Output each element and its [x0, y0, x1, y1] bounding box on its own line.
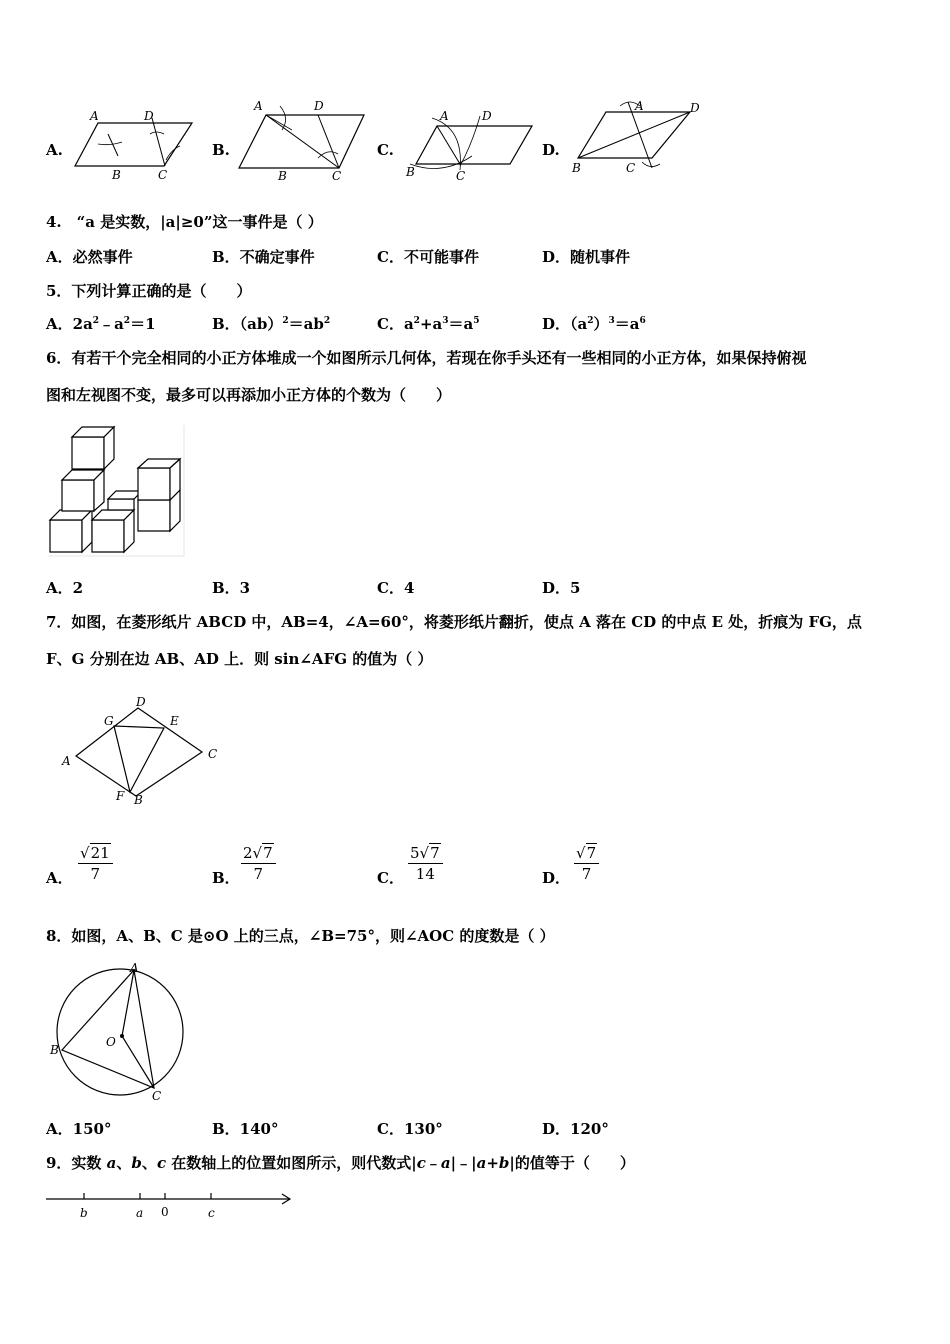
q9-axis-label-c: c — [208, 1206, 215, 1220]
q9-number-line-figure — [44, 1188, 296, 1224]
q9-question: 9．实数 a、b、c 在数轴上的位置如图所示，则代数式|c﹣a|﹣|a+b|的值等于（ ） — [46, 1154, 635, 1172]
q4-option-c: C．不可能事件 — [377, 248, 479, 266]
q7-option-d-fraction: $\frac{√7}{7}$ — [574, 844, 599, 883]
q3-option-d-letter: D. — [542, 141, 560, 159]
q7-option-c-fraction: $\frac{5√7}{14}$ — [408, 844, 443, 883]
q3d-label-b: B — [572, 161, 581, 175]
q8-label-c: C — [152, 1089, 162, 1103]
q4-option-b: B．不确定事件 — [212, 248, 315, 266]
q3-option-c-letter: C. — [377, 141, 394, 159]
q3a-label-b: B — [112, 168, 121, 182]
q7-label-d: D — [136, 695, 146, 709]
q6-question-line1: 6．有若干个完全相同的小正方体堆成一个如图所示几何体，若现在你手头还有一些相同的小正方体，如果保持俯视 — [46, 349, 807, 367]
q7-option-a-fraction: $\frac{√21}{7}$ — [78, 844, 113, 883]
q7-option-b-fraction: $\frac{2√7}{7}$ — [241, 844, 276, 883]
q8-option-c: C．130° — [377, 1120, 443, 1138]
q4-option-a: A．必然事件 — [46, 248, 133, 266]
q3-figure-c — [402, 104, 537, 184]
q3-option-a-letter: A. — [46, 141, 63, 159]
q5-option-c: C．$a^2+a^3=a^5$ — [377, 315, 480, 333]
q3-figure-a — [70, 104, 200, 184]
q8-option-b: B．140° — [212, 1120, 279, 1138]
q3c-label-d: D — [482, 109, 492, 123]
q3-figure-b — [236, 98, 371, 184]
q3d-label-d: D — [690, 101, 700, 115]
q7-label-c: C — [208, 747, 218, 761]
q3-figure-d — [568, 98, 708, 184]
q6-option-b: B．3 — [212, 579, 251, 597]
q9-axis-label-zero: 0 — [161, 1205, 169, 1219]
q6-question-line2: 图和左视图不变，最多可以再添加小正方体的个数为（ ） — [46, 386, 452, 404]
q3b-label-d: D — [314, 99, 324, 113]
q4-question: 4. “a 是实数，|a|≥0”这一事件是（ ） — [46, 213, 323, 231]
q8-label-a: A — [130, 961, 139, 975]
q5-option-a: A．$2a^2﹣a^2=1$ — [46, 315, 156, 333]
q7-option-c-letter: C． — [377, 869, 404, 887]
q6-option-d: D．5 — [542, 579, 581, 597]
q5-option-d: D．$(a^2)^3=a^6$ — [542, 315, 646, 333]
q3b-label-b: B — [278, 169, 287, 183]
q8-label-o: O — [106, 1035, 116, 1049]
q4-option-d: D．随机事件 — [542, 248, 631, 266]
q7-label-f: F — [116, 789, 125, 803]
q3d-label-c: C — [626, 161, 636, 175]
q5-question: 5．下列计算正确的是（ ） — [46, 282, 252, 300]
q7-question-line2: F、G 分别在边 AB、AD 上．则 sin∠AFG 的值为（ ） — [46, 650, 433, 668]
q3a-label-a: A — [90, 109, 99, 123]
q3b-label-c: C — [332, 169, 342, 183]
q3c-label-c: C — [456, 169, 466, 183]
q3c-label-a: A — [440, 109, 449, 123]
q3a-label-c: C — [158, 168, 168, 182]
q7-option-b-letter: B． — [212, 869, 240, 887]
q8-label-b: B — [50, 1043, 59, 1057]
q7-option-a-letter: A． — [46, 869, 73, 887]
q7-option-d-letter: D． — [542, 869, 571, 887]
q8-circle-figure — [46, 960, 191, 1105]
q7-rhombus-figure — [58, 694, 228, 814]
q3d-label-a: A — [635, 99, 644, 113]
q3b-label-a: A — [254, 99, 263, 113]
q8-option-a: A．150° — [46, 1120, 112, 1138]
q7-label-b: B — [134, 793, 143, 807]
q7-label-g: G — [104, 714, 114, 728]
q7-question-line1: 7．如图，在菱形纸片 ABCD 中，AB=4，∠A=60°，将菱形纸片翻折，使点 A 落在 CD 的中点 E 处，折痕为 FG，点 — [46, 613, 862, 631]
q6-option-a: A．2 — [46, 579, 84, 597]
q8-question: 8．如图，A、B、C 是⊙O 上的三点，∠B=75°，则∠AOC 的度数是（ ） — [46, 927, 555, 945]
q5-option-b: B．$(ab)^2=ab^2$ — [212, 315, 331, 333]
q7-label-e: E — [170, 714, 179, 728]
q9-axis-label-a: a — [136, 1206, 144, 1220]
q7-label-a: A — [62, 754, 71, 768]
q8-option-d: D．120° — [542, 1120, 609, 1138]
q6-cube-stack-figure — [46, 423, 188, 558]
q3-option-b-letter: B. — [212, 141, 230, 159]
q9-axis-label-b: b — [80, 1206, 88, 1220]
q3c-label-b: B — [406, 165, 415, 179]
q6-option-c: C．4 — [377, 579, 415, 597]
q3a-label-d: D — [144, 109, 154, 123]
